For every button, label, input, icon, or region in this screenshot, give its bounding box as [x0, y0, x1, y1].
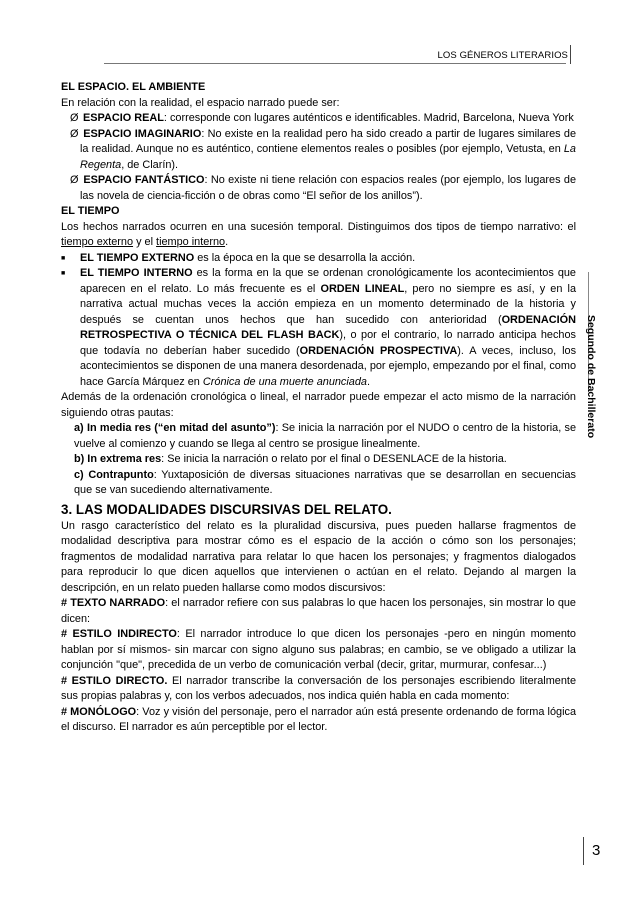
- header-bar: [570, 45, 571, 64]
- bullet-symbol: Ø: [70, 112, 79, 124]
- tiempo-externo-item: ■ EL TIEMPO EXTERNO es la época en la que se desarrolla la acción.: [61, 251, 576, 267]
- tiempo-title: EL TIEMPO: [61, 205, 120, 217]
- side-label: Segundo de Bachillerato: [585, 315, 597, 439]
- tiempo-intro: Los hechos narrados ocurren en una sucesión temporal. Distinguimos dos tipos de tiempo narrativo: el tiempo externo y el tiempo interno.: [61, 220, 576, 248]
- pauta-c: c) Contrapunto: Yuxtaposición de diversas situaciones narrativas que se desarrollan en secuencias que se van sucediendo alternativamente.: [74, 468, 576, 496]
- header-rule: [104, 63, 566, 64]
- espacio-imaginario-item: Ø ESPACIO IMAGINARIO: No existe en la realidad pero ha sido creado a partir de lugares similares de la realidad. Aunque no es auténtico, contiene elementos reales o posibles (por ejemplo, Vetusta, en La Regenta, de Clarín).: [70, 127, 577, 171]
- square-bullet-icon: ■: [61, 270, 66, 277]
- bullet-symbol: Ø: [70, 174, 79, 186]
- espacio-real-item: Ø ESPACIO REAL: corresponde con lugares auténticos e identificables. Madrid, Barcelona, Nueva York: [61, 111, 576, 127]
- modalidades-intro: Un rasgo característico del relato es la pluralidad discursiva, pues pueden hallarse fragmentos de modalidad descriptiva para mostrar cómo es el espacio de la acción o cómo son los personajes; fragmentos de modalidad narrativa para relatar lo que hacen los personajes; y fragmentos dialogados para reproducir lo que dicen aquellos que intervienen o actúan en el relato. Dejando al margen la descripción, en un relato pueden hallarse como modos discursivos:: [61, 519, 576, 594]
- square-bullet-icon: ■: [61, 254, 66, 262]
- pauta-b: b) In extrema res: Se inicia la narración o relato por el final o DESENLACE de la historia.: [74, 453, 507, 465]
- running-header: LOS GÉNEROS LITERARIOS: [437, 50, 568, 61]
- tiempo-interno-item: ■ EL TIEMPO INTERNO es la forma en la que se ordenan cronológicamente los acontecimientos que aparecen en el relato. Lo más frecuente es el ORDEN LINEAL, pero no siempre es así, y en la narrativa actual muchas veces la acción empieza en un momento determinado de la historia y después se cuentan unos hechos que han sucedido con anterioridad (ORDENACIÓN RETROSPECTIVA O TÉCNICA DEL FLASH BACK), o por el contrario, lo narrado anticipa hechos que todavía no deberían haber sucedido (ORDENACIÓN PROSPECTIVA). A veces, incluso, los acontecimientos se disponen de una manera desordenada, por ejemplo, empezando por el final, como hace García Márquez en Crónica de una muerte anunciada.: [61, 267, 577, 388]
- espacio-fantastico-item: Ø ESPACIO FANTÁSTICO: No existe ni tiene relación con espacios reales (por ejemplo, los lugares de las novela de ciencia-ficción o de obras como “El señor de los anillos”).: [70, 174, 576, 202]
- monologo: # MONÓLOGO: Voz y visión del personaje, pero el narrador aún está presente ordenando de forma lógica el discurso. El narrador es aún perceptible por el lector.: [61, 705, 576, 733]
- bullet-symbol: Ø: [70, 127, 79, 140]
- espacio-intro: En relación con la realidad, el espacio narrado puede ser:: [61, 96, 340, 109]
- tiempo-ademas: Además de la ordenación cronológica o lineal, el narrador puede empezar el acto mismo de la narración siguiendo otras pautas:: [61, 391, 576, 419]
- estilo-directo: # ESTILO DIRECTO. El narrador transcribe la conversación de los personajes escribiendo literalmente sus propias palabras y, con los verbos adecuados, nos indica quién habla en cada momento:: [61, 674, 576, 702]
- page-content: [61, 80, 576, 736]
- section-title: 3. LAS MODALIDADES DISCURSIVAS DEL RELATO.: [61, 501, 392, 517]
- page-number: 3: [592, 842, 601, 859]
- pauta-a: a) In media res (“en mitad del asunto”): Se inicia la narración por el NUDO o centro de la historia, se vuelve al comienzo y cuando se llega al centro se prosigue linealmente.: [74, 422, 576, 450]
- espacio-title: EL ESPACIO. EL AMBIENTE: [61, 81, 206, 93]
- texto-narrado: # TEXTO NARRADO: el narrador refiere con sus palabras lo que hacen los personajes, sin mostrar lo que dicen:: [61, 597, 576, 625]
- footer-bar: [583, 837, 584, 865]
- estilo-indirecto: # ESTILO INDIRECTO: El narrador introduce lo que dicen los personajes -pero en ningún momento hablan por sí mismos- sin marcar con signo alguno sus palabras; en cambio, se ve obligado a utilizar la conjunción "que", precedida de un verbo de comunicación verbal (decir, gritar, murmurar, confesar...): [61, 628, 576, 671]
